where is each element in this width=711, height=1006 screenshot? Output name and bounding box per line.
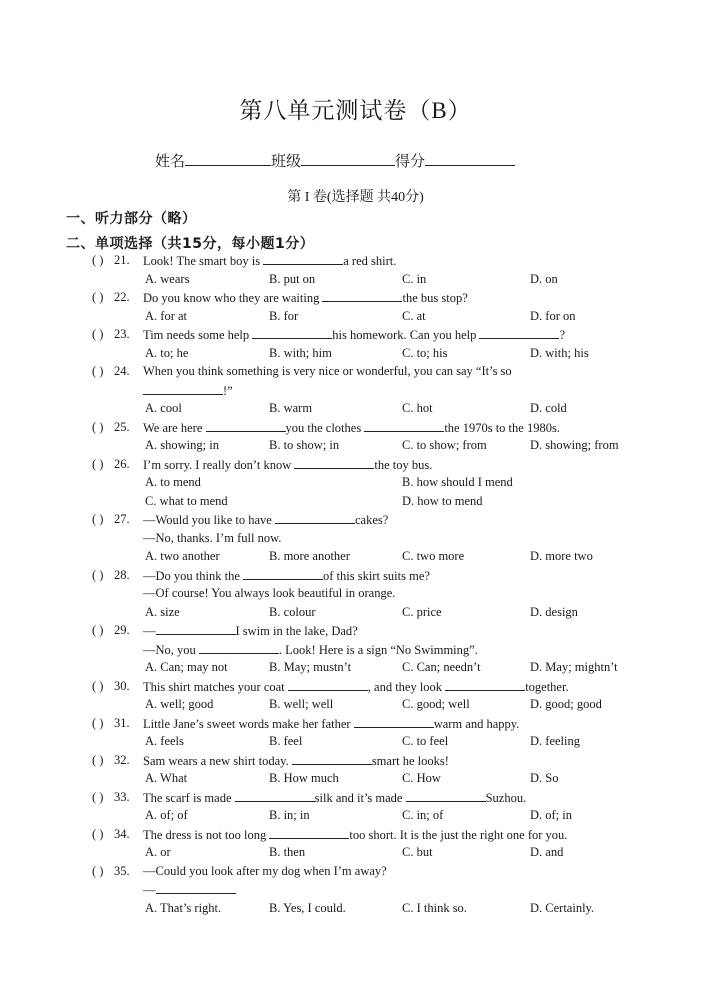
option-b[interactable]: B. well; well: [269, 697, 334, 711]
question-stem-row: [0, 251, 711, 270]
question-list: [0, 251, 711, 917]
question-stem-row: [0, 751, 711, 770]
text-segment: the toy bus.: [374, 457, 433, 472]
option-d[interactable]: D. for on: [530, 308, 576, 323]
answer-blank[interactable]: [445, 677, 525, 691]
text-segment: !”: [223, 383, 233, 398]
option-c[interactable]: C. what to mend: [145, 493, 228, 508]
page-title: 第八单元测试卷（B）: [239, 98, 472, 123]
answer-bracket[interactable]: ( ): [92, 253, 104, 267]
question-continuation-row: [0, 529, 711, 548]
question-item: [0, 251, 711, 288]
answer-blank[interactable]: [252, 325, 332, 339]
text-segment: you the clothes: [285, 420, 365, 435]
question-item: [0, 862, 711, 918]
question-number: 29.: [114, 623, 130, 637]
question-item: [0, 455, 711, 511]
option-c[interactable]: C. hot: [402, 401, 433, 415]
question-text: [143, 788, 526, 808]
answer-bracket[interactable]: ( ): [92, 752, 104, 767]
answer-blank[interactable]: [156, 880, 236, 894]
question-item: [0, 825, 711, 862]
text-segment: Sam wears a new shirt today.: [143, 753, 292, 768]
question-text: [143, 288, 468, 308]
option-d[interactable]: D. So: [530, 771, 559, 785]
question-item: [0, 418, 711, 455]
options-row: [0, 806, 711, 825]
option-a[interactable]: A. wears: [145, 271, 190, 286]
text-segment: Suzhou.: [485, 790, 527, 805]
question-text: [143, 714, 519, 734]
question-stem-row: [0, 862, 711, 881]
question-item: [0, 325, 711, 362]
question-stem-row: [0, 362, 711, 381]
answer-blank[interactable]: [275, 510, 355, 524]
student-info-line: [155, 150, 515, 171]
question-item: [0, 714, 711, 751]
question-number: 32.: [114, 752, 130, 767]
text-segment: Tim needs some help: [143, 328, 253, 342]
option-b[interactable]: B. then: [269, 845, 306, 859]
options-row: [0, 436, 711, 455]
text-segment: ?: [559, 328, 566, 342]
text-segment: I swim in the lake, Dad?: [235, 624, 358, 638]
question-text: [143, 381, 233, 401]
options-row: [0, 399, 711, 418]
question-text: [143, 566, 430, 586]
option-a[interactable]: A. That’s right.: [145, 900, 222, 915]
option-c[interactable]: C. but: [402, 845, 433, 859]
option-d[interactable]: D. and: [530, 845, 564, 859]
question-text: [143, 751, 449, 771]
answer-blank[interactable]: [263, 251, 343, 265]
option-c[interactable]: C. to; his: [402, 345, 448, 360]
question-text: [143, 880, 236, 900]
answer-bracket[interactable]: ( ): [92, 290, 104, 304]
question-text: [143, 529, 281, 548]
answer-bracket[interactable]: ( ): [92, 678, 104, 693]
answer-blank[interactable]: [156, 621, 236, 635]
option-c[interactable]: C. I think so.: [402, 900, 467, 915]
answer-blank[interactable]: [143, 381, 223, 395]
question-number: 33.: [114, 789, 130, 804]
class-label: 班级: [271, 154, 302, 170]
answer-bracket[interactable]: ( ): [92, 623, 104, 637]
answer-blank[interactable]: [364, 418, 444, 432]
question-text: [143, 455, 432, 475]
question-number: 22.: [114, 290, 130, 304]
question-item: [0, 621, 711, 677]
text-segment: The scarf is made: [143, 790, 235, 805]
option-d[interactable]: D. May; mightn’t: [530, 660, 618, 674]
question-stem-row: [0, 714, 711, 733]
option-c[interactable]: C. to feel: [402, 734, 449, 748]
question-number: 31.: [114, 715, 130, 730]
question-item: [0, 288, 711, 325]
text-segment: Little Jane’s sweet words make her father: [143, 716, 354, 731]
answer-blank[interactable]: [354, 714, 434, 728]
option-b[interactable]: B. to show; in: [269, 438, 340, 452]
question-text: [143, 825, 567, 845]
options-row: [0, 843, 711, 862]
options-row: [0, 344, 711, 363]
option-d[interactable]: D. good; good: [530, 697, 602, 711]
question-stem-row: [0, 325, 711, 344]
text-segment: —Of course! You always look beautiful in orange.: [143, 586, 396, 600]
option-d[interactable]: D. showing; from: [530, 438, 619, 452]
question-text: [143, 362, 512, 381]
answer-bracket[interactable]: ( ): [92, 826, 104, 841]
question-stem-row: [0, 566, 711, 585]
question-number: 28.: [114, 567, 130, 582]
text-segment: the 1970s to the 1980s.: [444, 420, 560, 435]
text-segment: —: [143, 883, 156, 897]
question-stem-row: [0, 677, 711, 696]
answer-blank[interactable]: [479, 325, 559, 339]
option-c[interactable]: C. in: [402, 271, 427, 286]
text-segment: Look! The smart boy is: [143, 254, 264, 268]
question-item: [0, 566, 711, 622]
answer-bracket[interactable]: ( ): [92, 863, 104, 878]
question-text: [143, 584, 395, 603]
option-c[interactable]: C. good; well: [402, 697, 470, 711]
question-item: [0, 751, 711, 788]
answer-blank[interactable]: [322, 288, 402, 302]
answer-blank[interactable]: [406, 788, 486, 802]
option-a[interactable]: A. to; he: [145, 345, 189, 360]
option-b[interactable]: B. in; in: [269, 808, 310, 822]
options-row: [0, 899, 711, 918]
text-segment: —No, you: [143, 642, 199, 657]
option-d[interactable]: D. with; his: [530, 345, 589, 360]
options-row: [0, 769, 711, 788]
option-a[interactable]: A. Can; may not: [145, 660, 228, 674]
question-number: 34.: [114, 826, 130, 841]
option-a[interactable]: A. feels: [145, 734, 184, 748]
question-stem-row: [0, 825, 711, 844]
option-b[interactable]: B. How much: [269, 771, 339, 785]
option-c[interactable]: C. at: [402, 308, 426, 323]
question-item: [0, 677, 711, 714]
option-a[interactable]: A. to mend: [145, 475, 201, 489]
text-segment: The dress is not too long: [143, 827, 270, 842]
option-b[interactable]: B. Yes, I could.: [269, 900, 346, 915]
question-number: 23.: [114, 327, 130, 341]
question-text: [143, 251, 396, 271]
question-number: 27.: [114, 512, 130, 526]
text-segment: —: [143, 624, 156, 638]
option-b[interactable]: B. warm: [269, 401, 313, 415]
question-text: [143, 640, 478, 660]
name-label: 姓名: [155, 154, 186, 170]
option-b[interactable]: B. more another: [269, 549, 350, 563]
text-segment: cakes?: [354, 513, 389, 527]
answer-bracket[interactable]: ( ): [92, 567, 104, 582]
option-a[interactable]: A. for at: [145, 308, 187, 323]
option-b[interactable]: B. with; him: [269, 345, 332, 360]
text-segment: the bus stop?: [402, 291, 468, 305]
option-d[interactable]: D. of; in: [530, 808, 573, 822]
question-stem-row: [0, 455, 711, 474]
score-label: 得分: [395, 154, 426, 170]
question-stem-row: [0, 418, 711, 437]
text-segment: —Do you think the: [143, 568, 243, 583]
question-number: 25.: [114, 419, 130, 434]
answer-bracket[interactable]: ( ): [92, 419, 104, 434]
text-segment: This shirt matches your coat: [143, 679, 288, 694]
option-d[interactable]: D. cold: [530, 401, 567, 415]
answer-bracket[interactable]: ( ): [92, 327, 104, 341]
option-c[interactable]: C. price: [402, 604, 442, 619]
option-d[interactable]: D. on: [530, 271, 558, 286]
text-segment: together.: [525, 679, 569, 694]
option-c[interactable]: C. to show; from: [402, 438, 487, 452]
options-row: [0, 307, 711, 326]
option-b[interactable]: B. feel: [269, 734, 303, 748]
score-blank[interactable]: [425, 150, 515, 166]
question-continuation-row: [0, 584, 711, 603]
text-segment: silk and it’s made: [314, 790, 406, 805]
text-segment: , and they look: [367, 679, 446, 694]
text-segment: —Could you look after my dog when I’m away?: [143, 863, 387, 878]
answer-bracket[interactable]: ( ): [92, 715, 104, 730]
question-stem-row: [0, 510, 711, 529]
question-stem-row: [0, 288, 711, 307]
option-d[interactable]: D. more two: [530, 549, 593, 563]
question-number: 30.: [114, 678, 130, 693]
question-continuation-row: [0, 640, 711, 659]
question-text: [143, 418, 560, 438]
options-row: [0, 473, 711, 492]
options-row: [0, 658, 711, 677]
options-row: [0, 695, 711, 714]
question-item: [0, 510, 711, 566]
answer-bracket[interactable]: ( ): [92, 364, 104, 378]
question-number: 21.: [114, 253, 130, 267]
option-a[interactable]: A. What: [145, 771, 188, 785]
question-text: [143, 862, 387, 881]
option-c[interactable]: C. in; of: [402, 808, 444, 822]
option-b[interactable]: B. put on: [269, 271, 316, 286]
name-blank[interactable]: [185, 150, 271, 166]
option-b[interactable]: B. colour: [269, 604, 316, 619]
answer-blank[interactable]: [292, 751, 372, 765]
class-blank[interactable]: [301, 150, 395, 166]
question-number: 24.: [114, 364, 130, 378]
option-d[interactable]: D. design: [530, 604, 578, 619]
option-d[interactable]: D. Certainly.: [530, 900, 595, 915]
question-text: [143, 510, 388, 530]
text-segment: a red shirt.: [343, 254, 397, 268]
options-row: [0, 547, 711, 566]
option-c[interactable]: C. How: [402, 771, 441, 785]
answer-blank[interactable]: [294, 455, 374, 469]
question-stem-row: [0, 788, 711, 807]
text-segment: When you think something is very nice or wonderful, you can say “It’s so: [143, 364, 512, 378]
option-c[interactable]: C. two more: [402, 549, 465, 563]
answer-blank[interactable]: [199, 640, 279, 654]
part1-heading: 一、听力部分（略）: [66, 211, 197, 227]
option-b[interactable]: B. how should I mend: [402, 475, 513, 489]
answer-blank[interactable]: [243, 566, 323, 580]
text-segment: . Look! Here is a sign “No Swimming”.: [278, 642, 478, 657]
question-continuation-row: [0, 381, 711, 400]
option-a[interactable]: A. or: [145, 845, 171, 859]
option-b[interactable]: B. May; mustn’t: [269, 660, 352, 674]
question-item: [0, 362, 711, 418]
answer-blank[interactable]: [206, 418, 286, 432]
answer-blank[interactable]: [235, 788, 315, 802]
text-segment: too short. It is the just the right one for you.: [349, 827, 568, 842]
answer-blank[interactable]: [269, 825, 349, 839]
text-segment: —No, thanks. I’m full now.: [143, 530, 282, 545]
text-segment: his homework. Can you help: [332, 328, 480, 342]
option-a[interactable]: A. two another: [145, 549, 220, 563]
question-continuation-row: [0, 880, 711, 899]
option-a[interactable]: A. cool: [145, 401, 182, 415]
option-d[interactable]: D. how to mend: [402, 493, 483, 508]
question-text: [143, 621, 358, 641]
option-b[interactable]: B. for: [269, 308, 299, 323]
text-segment: of this skirt suits me?: [323, 568, 430, 583]
options-row: [0, 270, 711, 289]
text-segment: smart he looks!: [371, 753, 449, 768]
question-number: 26.: [114, 456, 130, 471]
question-number: 35.: [114, 863, 130, 878]
answer-bracket[interactable]: ( ): [92, 789, 104, 804]
question-text: [143, 677, 569, 697]
option-c[interactable]: C. Can; needn’t: [402, 660, 481, 674]
options-row: [0, 603, 711, 622]
text-segment: We are here: [143, 420, 206, 435]
text-segment: warm and happy.: [433, 716, 520, 731]
option-a[interactable]: A. showing; in: [145, 438, 219, 452]
question-text: [143, 325, 565, 345]
part2-heading: 二、单项选择（共15分，每小题1分）: [66, 236, 315, 252]
option-a[interactable]: A. size: [145, 604, 180, 619]
answer-bracket[interactable]: ( ): [92, 512, 104, 526]
options-row: [0, 732, 711, 751]
answer-blank[interactable]: [288, 677, 368, 691]
section-title: 第 I 卷(选择题 共40分): [287, 190, 424, 205]
answer-bracket[interactable]: ( ): [92, 456, 104, 471]
option-a[interactable]: A. of; of: [145, 808, 188, 822]
text-segment: —Would you like to have: [143, 513, 275, 527]
text-segment: Do you know who they are waiting: [143, 291, 323, 305]
question-stem-row: [0, 621, 711, 640]
option-a[interactable]: A. well; good: [145, 697, 214, 711]
options-row: [0, 492, 711, 511]
text-segment: I’m sorry. I really don’t know: [143, 457, 295, 472]
option-d[interactable]: D. feeling: [530, 734, 580, 748]
question-item: [0, 788, 711, 825]
